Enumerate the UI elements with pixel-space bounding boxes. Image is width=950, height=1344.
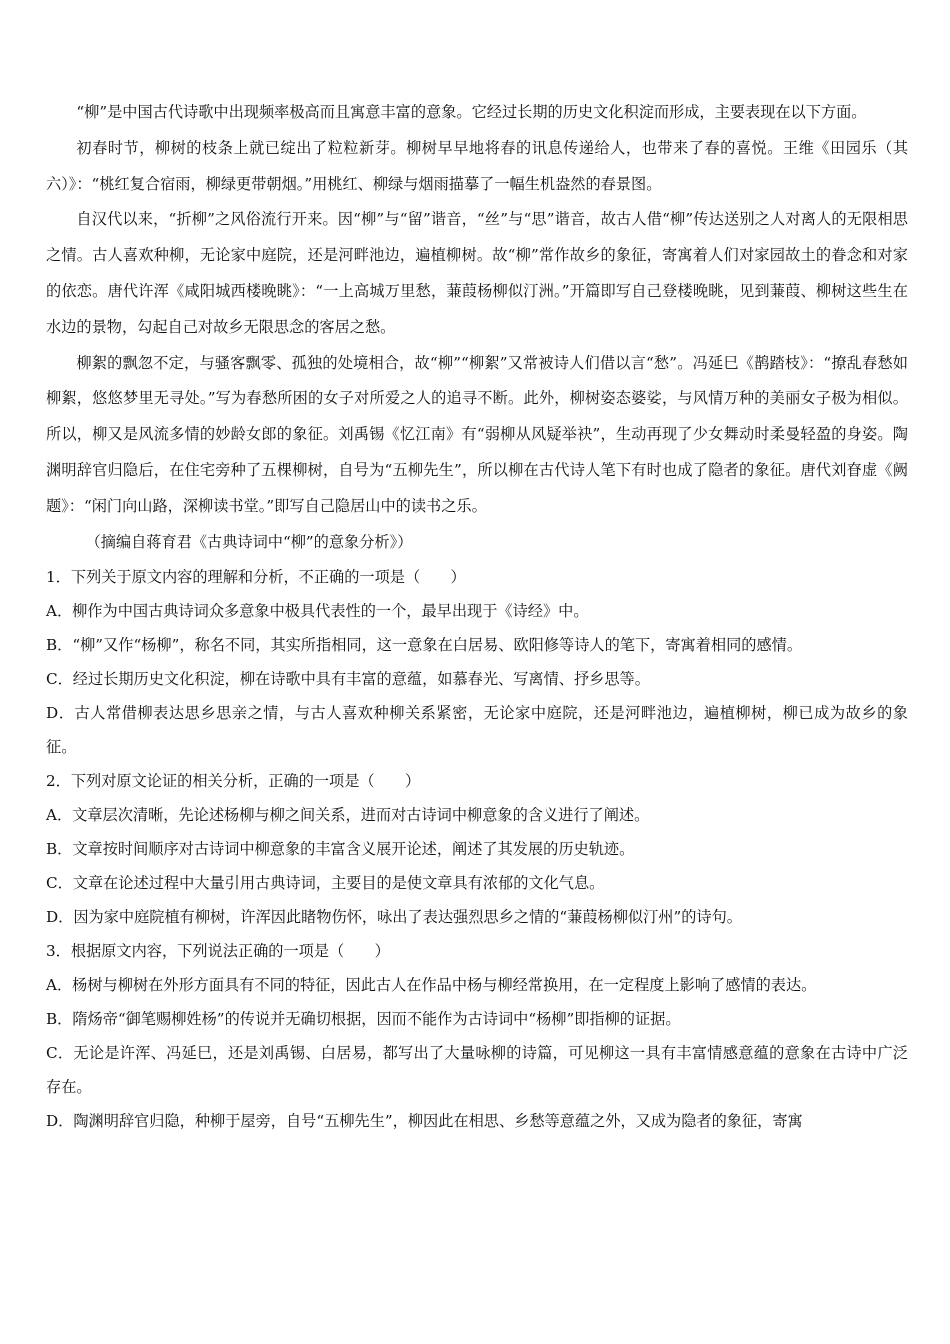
option-b: B．隋炀帝“御笔赐柳姓杨”的传说并无确切根据，因而不能作为古诗词中“杨柳”即指柳的证据。: [46, 1010, 681, 1029]
option-a: A．杨树与柳树在外形方面具有不同的特征，因此古人在作品中杨与柳经常换用，在一定程度上影响了感情的表达。: [46, 976, 817, 995]
option-c: C．文章在论述过程中大量引用古典诗词，主要目的是使文章具有浓郁的文化气息。: [46, 874, 605, 893]
question-stem: 1．下列关于原文内容的理解和分析，不正确的一项是（ ）: [46, 568, 466, 587]
option-b: B．文章按时间顺序对古诗词中柳意象的丰富含义展开论述，阐述了其发展的历史轨迹。: [46, 840, 635, 859]
document-page: [46, 95, 908, 1138]
article-paragraph-1: “柳”是中国古代诗歌中出现频率极高而且寓意丰富的意象。它经过长期的历史文化积淀而形成，主要表现在以下方面。: [76, 103, 867, 121]
option-a: A．文章层次清晰，先论述杨柳与柳之间关系，进而对古诗词中柳意象的含义进行了阐述。: [46, 806, 650, 825]
question-3: [46, 934, 908, 1138]
option-d: D．陶渊明辞官归隐，种柳于屋旁，自号“五柳先生”，柳因此在相思、乡愁等意蕴之外，又成为隐者的象征，寄寓: [46, 1112, 803, 1131]
option-c: C．经过长期历史文化积淀，柳在诗歌中具有丰富的意蕴，如慕春光、写离情、抒乡思等。: [46, 670, 650, 689]
option-a: A．柳作为中国古典诗词众多意象中极具代表性的一个，最早出现于《诗经》中。: [46, 602, 589, 621]
question-stem: 3．根据原文内容，下列说法正确的一项是（ ）: [46, 942, 390, 961]
article-paragraph-3: 自汉代以来，“折柳”之风俗流行开来。因“柳”与“留”谐音，“丝”与“思”谐音，故古人借“柳”传达送别之人对离人的无限相思之情。古人喜欢种柳，无论家中庭院，还是河畔池边，遍植柳树。故“柳”常作故乡的象征，寄寓着人们对家园故土的眷念和对家的依恋。唐代许浑《咸阳城西楼晚眺》：“一上高城万里愁，蒹葭杨柳似汀洲。”开篇即写自己登楼晚眺，见到蒹葭、柳树这些生在水边的景物，勾起自己对故乡无限思念的客居之愁。: [46, 210, 908, 336]
option-d: D．因为家中庭院植有柳树，许浑因此睹物伤怀，咏出了表达强烈思乡之情的“蒹葭杨柳似汀州”的诗句。: [46, 908, 742, 927]
article-paragraph-2: 初春时节，柳树的枝条上就已绽出了粒粒新芽。柳树早早地将春的讯息传递给人，也带来了春的喜悦。王维《田园乐（其六）》：“桃红复合宿雨，柳绿更带朝烟。”用桃红、柳绿与烟雨描摹了一幅生机盎然的春景图。: [46, 138, 908, 193]
question-2: [46, 764, 908, 934]
question-stem: 2．下列对原文论证的相关分析，正确的一项是（ ）: [46, 772, 421, 791]
article-source: （摘编自蒋育君《古典诗词中“柳”的意象分析》）: [85, 532, 413, 551]
option-d: D．古人常借柳表达思乡思亲之情，与古人喜欢种柳关系紧密，无论家中庭院，还是河畔池边，遍植柳树，柳已成为故乡的象征。: [46, 704, 908, 757]
option-c: C．无论是许浑、冯延巳，还是刘禹锡、白居易，都写出了大量咏柳的诗篇，可见柳这一具有丰富情感意蕴的意象在古诗中广泛存在。: [46, 1044, 908, 1097]
option-b: B．“柳”又作“杨柳”，称名不同，其实所指相同，这一意象在白居易、欧阳修等诗人的笔下，寄寓着相同的感情。: [46, 636, 803, 655]
question-1: [46, 560, 908, 764]
article-paragraph-4: 柳絮的飘忽不定，与骚客飘零、孤独的处境相合，故“柳”“柳絮”又常被诗人们借以言“愁”。冯延巳《鹊踏枝》：“撩乱春愁如柳絮，悠悠梦里无寻处。”写为春愁所困的女子对所爱之人的追寻不断。此外，柳树姿态婆娑，与风情万种的美丽女子极为相似。所以，柳又是风流多情的妙龄女郎的象征。刘禹锡《忆江南》有“弱柳从风疑举袂”，生动再现了少女舞动时柔曼轻盈的身姿。陶渊明辞官归隐后，在住宅旁种了五棵柳树，自号为“五柳先生”，所以柳在古代诗人笔下有时也成了隐者的象征。唐代刘眘虚《阙题》：“闲门向山路，深柳读书堂。”即写自己隐居山中的读书之乐。: [46, 353, 908, 515]
